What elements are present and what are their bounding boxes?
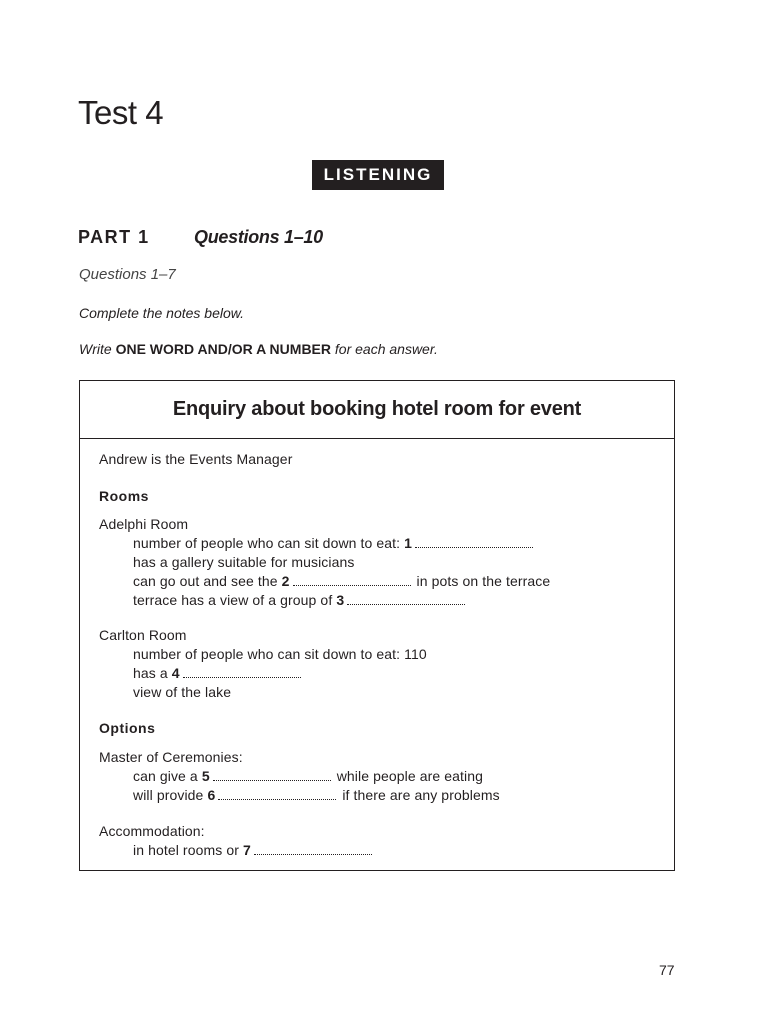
part-heading <box>78 227 323 248</box>
accommodation-label: Accommodation: <box>99 823 205 839</box>
adelphi-line-2: has a gallery suitable for musicians <box>133 554 355 570</box>
master-of-ceremonies-label: Master of Ceremonies: <box>99 749 243 765</box>
mc-line-1-text: can give a <box>133 768 202 784</box>
question-5-number: 5 <box>201 768 210 784</box>
instruction-prefix: Write <box>79 341 116 357</box>
carlton-line-2-text: has a <box>133 665 172 681</box>
adelphi-room-label: Adelphi Room <box>99 516 189 532</box>
section-badge: LISTENING <box>312 160 444 190</box>
page-number: 77 <box>659 962 675 978</box>
question-4-answer-blank[interactable] <box>183 667 301 678</box>
carlton-room-label: Carlton Room <box>99 627 187 643</box>
question-1-number: 1 <box>404 535 413 551</box>
question-5-answer-blank[interactable] <box>213 770 331 781</box>
question-4-number: 4 <box>171 665 180 681</box>
adelphi-line-3 <box>133 573 550 589</box>
question-3-number: 3 <box>336 592 345 608</box>
notes-box <box>79 380 675 871</box>
mc-line-2-text: will provide <box>133 787 208 803</box>
adelphi-line-4-text: terrace has a view of a group of <box>133 592 337 608</box>
part-questions: Questions 1–10 <box>194 227 323 247</box>
question-1-answer-blank[interactable] <box>415 537 533 548</box>
adelphi-line-4 <box>133 592 467 608</box>
question-2-number: 2 <box>281 573 290 589</box>
mc-line-1-after: while people are eating <box>332 768 483 784</box>
accommodation-line-1-text: in hotel rooms or <box>133 842 243 858</box>
part-label: PART 1 <box>78 227 150 247</box>
notes-intro: Andrew is the Events Manager <box>99 451 293 467</box>
mc-line-2-after: if there are any problems <box>338 787 500 803</box>
test-title: Test 4 <box>78 94 164 131</box>
question-7-number: 7 <box>242 842 251 858</box>
notes-title: Enquiry about booking hotel room for event <box>80 381 674 439</box>
instruction-complete: Complete the notes below. <box>79 305 244 321</box>
question-2-answer-blank[interactable] <box>293 575 411 586</box>
sub-questions: Questions 1–7 <box>79 266 176 283</box>
rooms-heading: Rooms <box>99 488 149 504</box>
carlton-line-1: number of people who can sit down to eat: 110 <box>133 646 427 662</box>
question-6-answer-blank[interactable] <box>218 789 336 800</box>
adelphi-line-1-text: number of people who can sit down to eat: <box>133 535 405 551</box>
instruction-word-limit-bold: ONE WORD AND/OR A NUMBER <box>115 341 331 357</box>
mc-line-1 <box>133 768 483 784</box>
options-heading: Options <box>99 720 156 736</box>
adelphi-line-3-text: can go out and see the <box>133 573 282 589</box>
question-6-number: 6 <box>207 787 216 803</box>
adelphi-line-1 <box>133 535 535 551</box>
carlton-line-2 <box>133 665 303 681</box>
carlton-line-3: view of the lake <box>133 684 232 700</box>
accommodation-line-1 <box>133 842 374 858</box>
instruction-suffix: for each answer. <box>331 341 438 357</box>
instruction-word-limit <box>79 341 438 357</box>
adelphi-line-3-after: in pots on the terrace <box>412 573 551 589</box>
mc-line-2 <box>133 787 500 803</box>
question-3-answer-blank[interactable] <box>347 594 465 605</box>
question-7-answer-blank[interactable] <box>254 844 372 855</box>
